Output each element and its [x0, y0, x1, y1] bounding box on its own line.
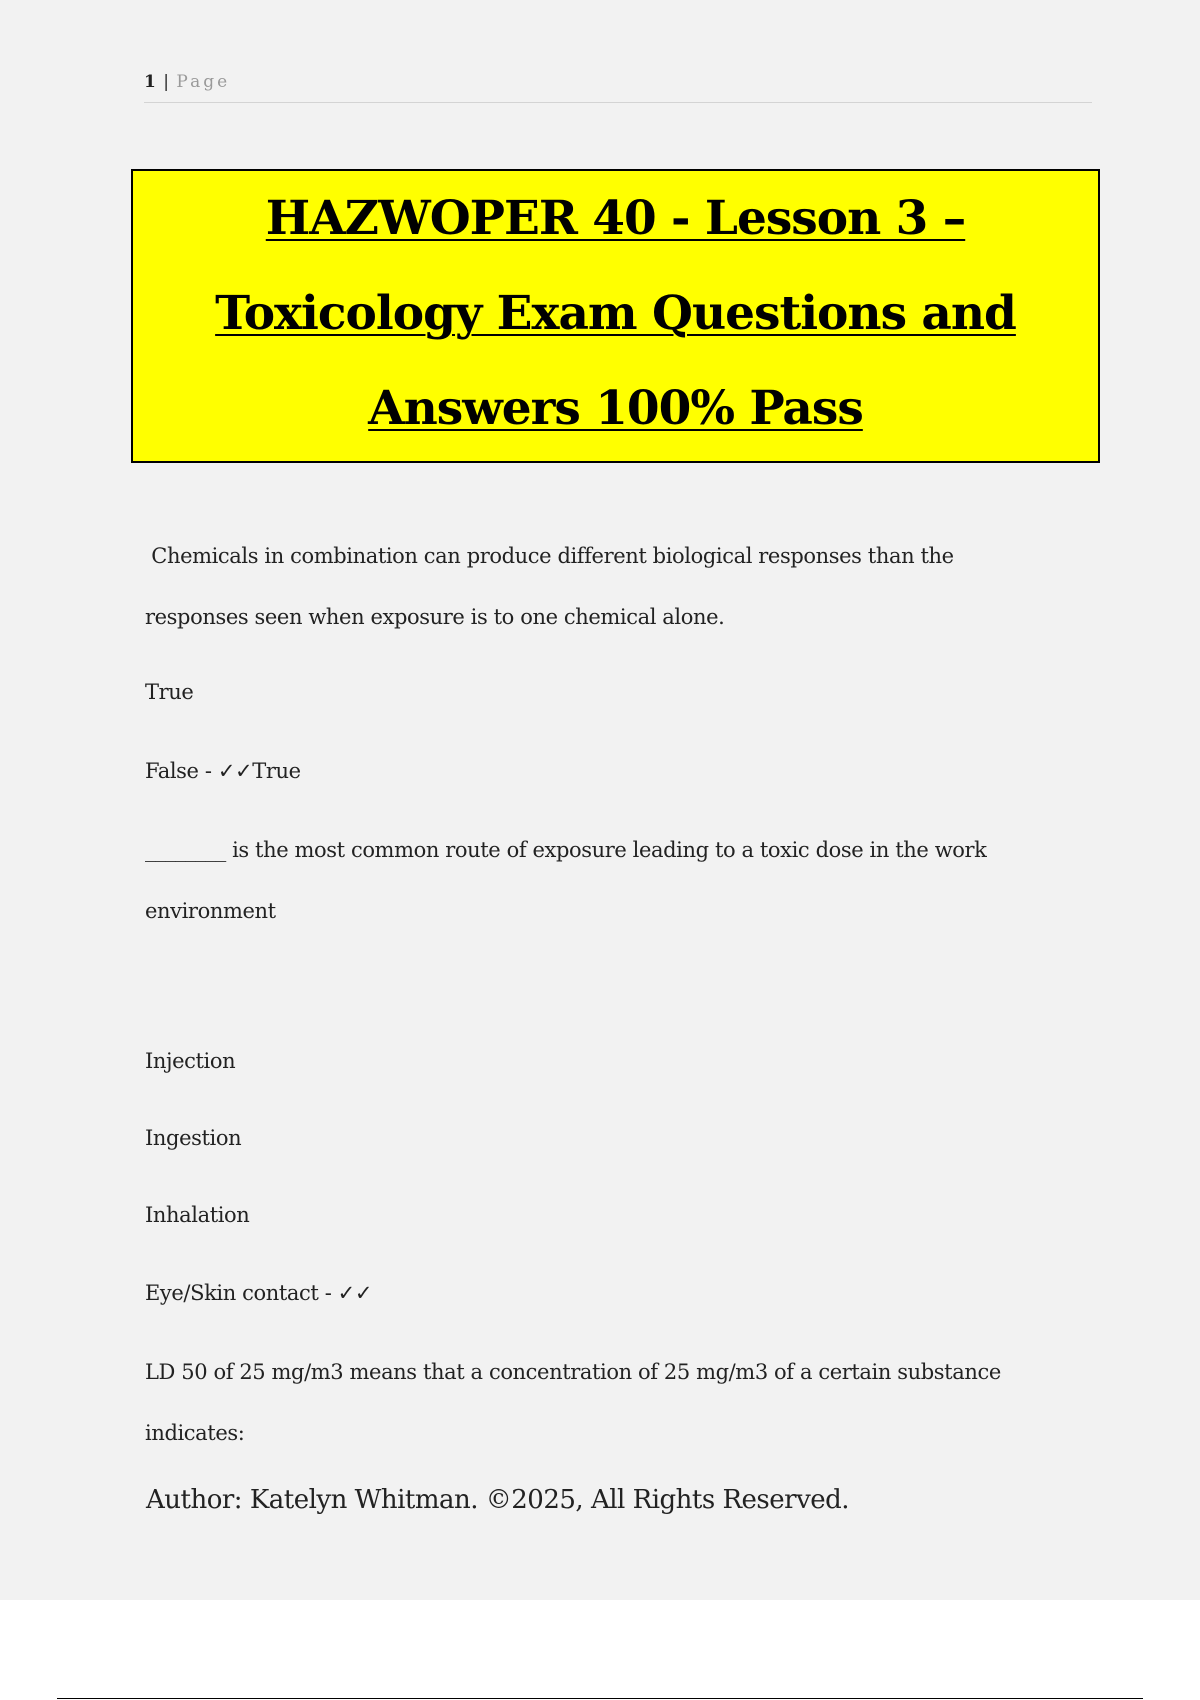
question-3 [145, 1342, 1065, 1464]
page-number-separator: | [163, 72, 169, 92]
bottom-divider [57, 1698, 1143, 1699]
page-header [144, 72, 1092, 103]
title-line-1: HAZWOPER 40 - Lesson 3 – [265, 191, 966, 246]
question-2-text-line-2: environment [145, 899, 276, 923]
question-2 [145, 820, 1065, 942]
question-1-option-false-answer: False - ✓✓True [145, 759, 301, 783]
title-line-3: Answers 100% Pass [368, 381, 863, 436]
question-1-text-line-1: Chemicals in combination can produce different biological responses than the [145, 544, 954, 568]
page-number: 1 [144, 72, 156, 92]
question-3-text-line-2: indicates: [145, 1421, 245, 1445]
question-3-text-line-1: LD 50 of 25 mg/m3 means that a concentration of 25 mg/m3 of a certain substance [145, 1360, 1001, 1384]
question-2-option-eye-skin-answer: Eye/Skin contact - ✓✓ [145, 1281, 373, 1305]
title-line-2: Toxicology Exam Questions and [215, 286, 1016, 341]
question-1 [145, 526, 1065, 648]
question-2-option-inhalation: Inhalation [145, 1203, 250, 1227]
page-label: Page [176, 72, 231, 92]
question-2-option-injection: Injection [145, 1049, 236, 1073]
title-box [131, 169, 1100, 463]
question-2-option-ingestion: Ingestion [145, 1126, 242, 1150]
author-footer: Author: Katelyn Whitman. ©2025, All Rights Reserved. [146, 1485, 850, 1515]
question-1-option-true: True [145, 680, 194, 704]
question-2-text-line-1: ________ is the most common route of exposure leading to a toxic dose in the work [145, 838, 987, 862]
question-1-text-line-2: responses seen when exposure is to one chemical alone. [145, 605, 725, 629]
